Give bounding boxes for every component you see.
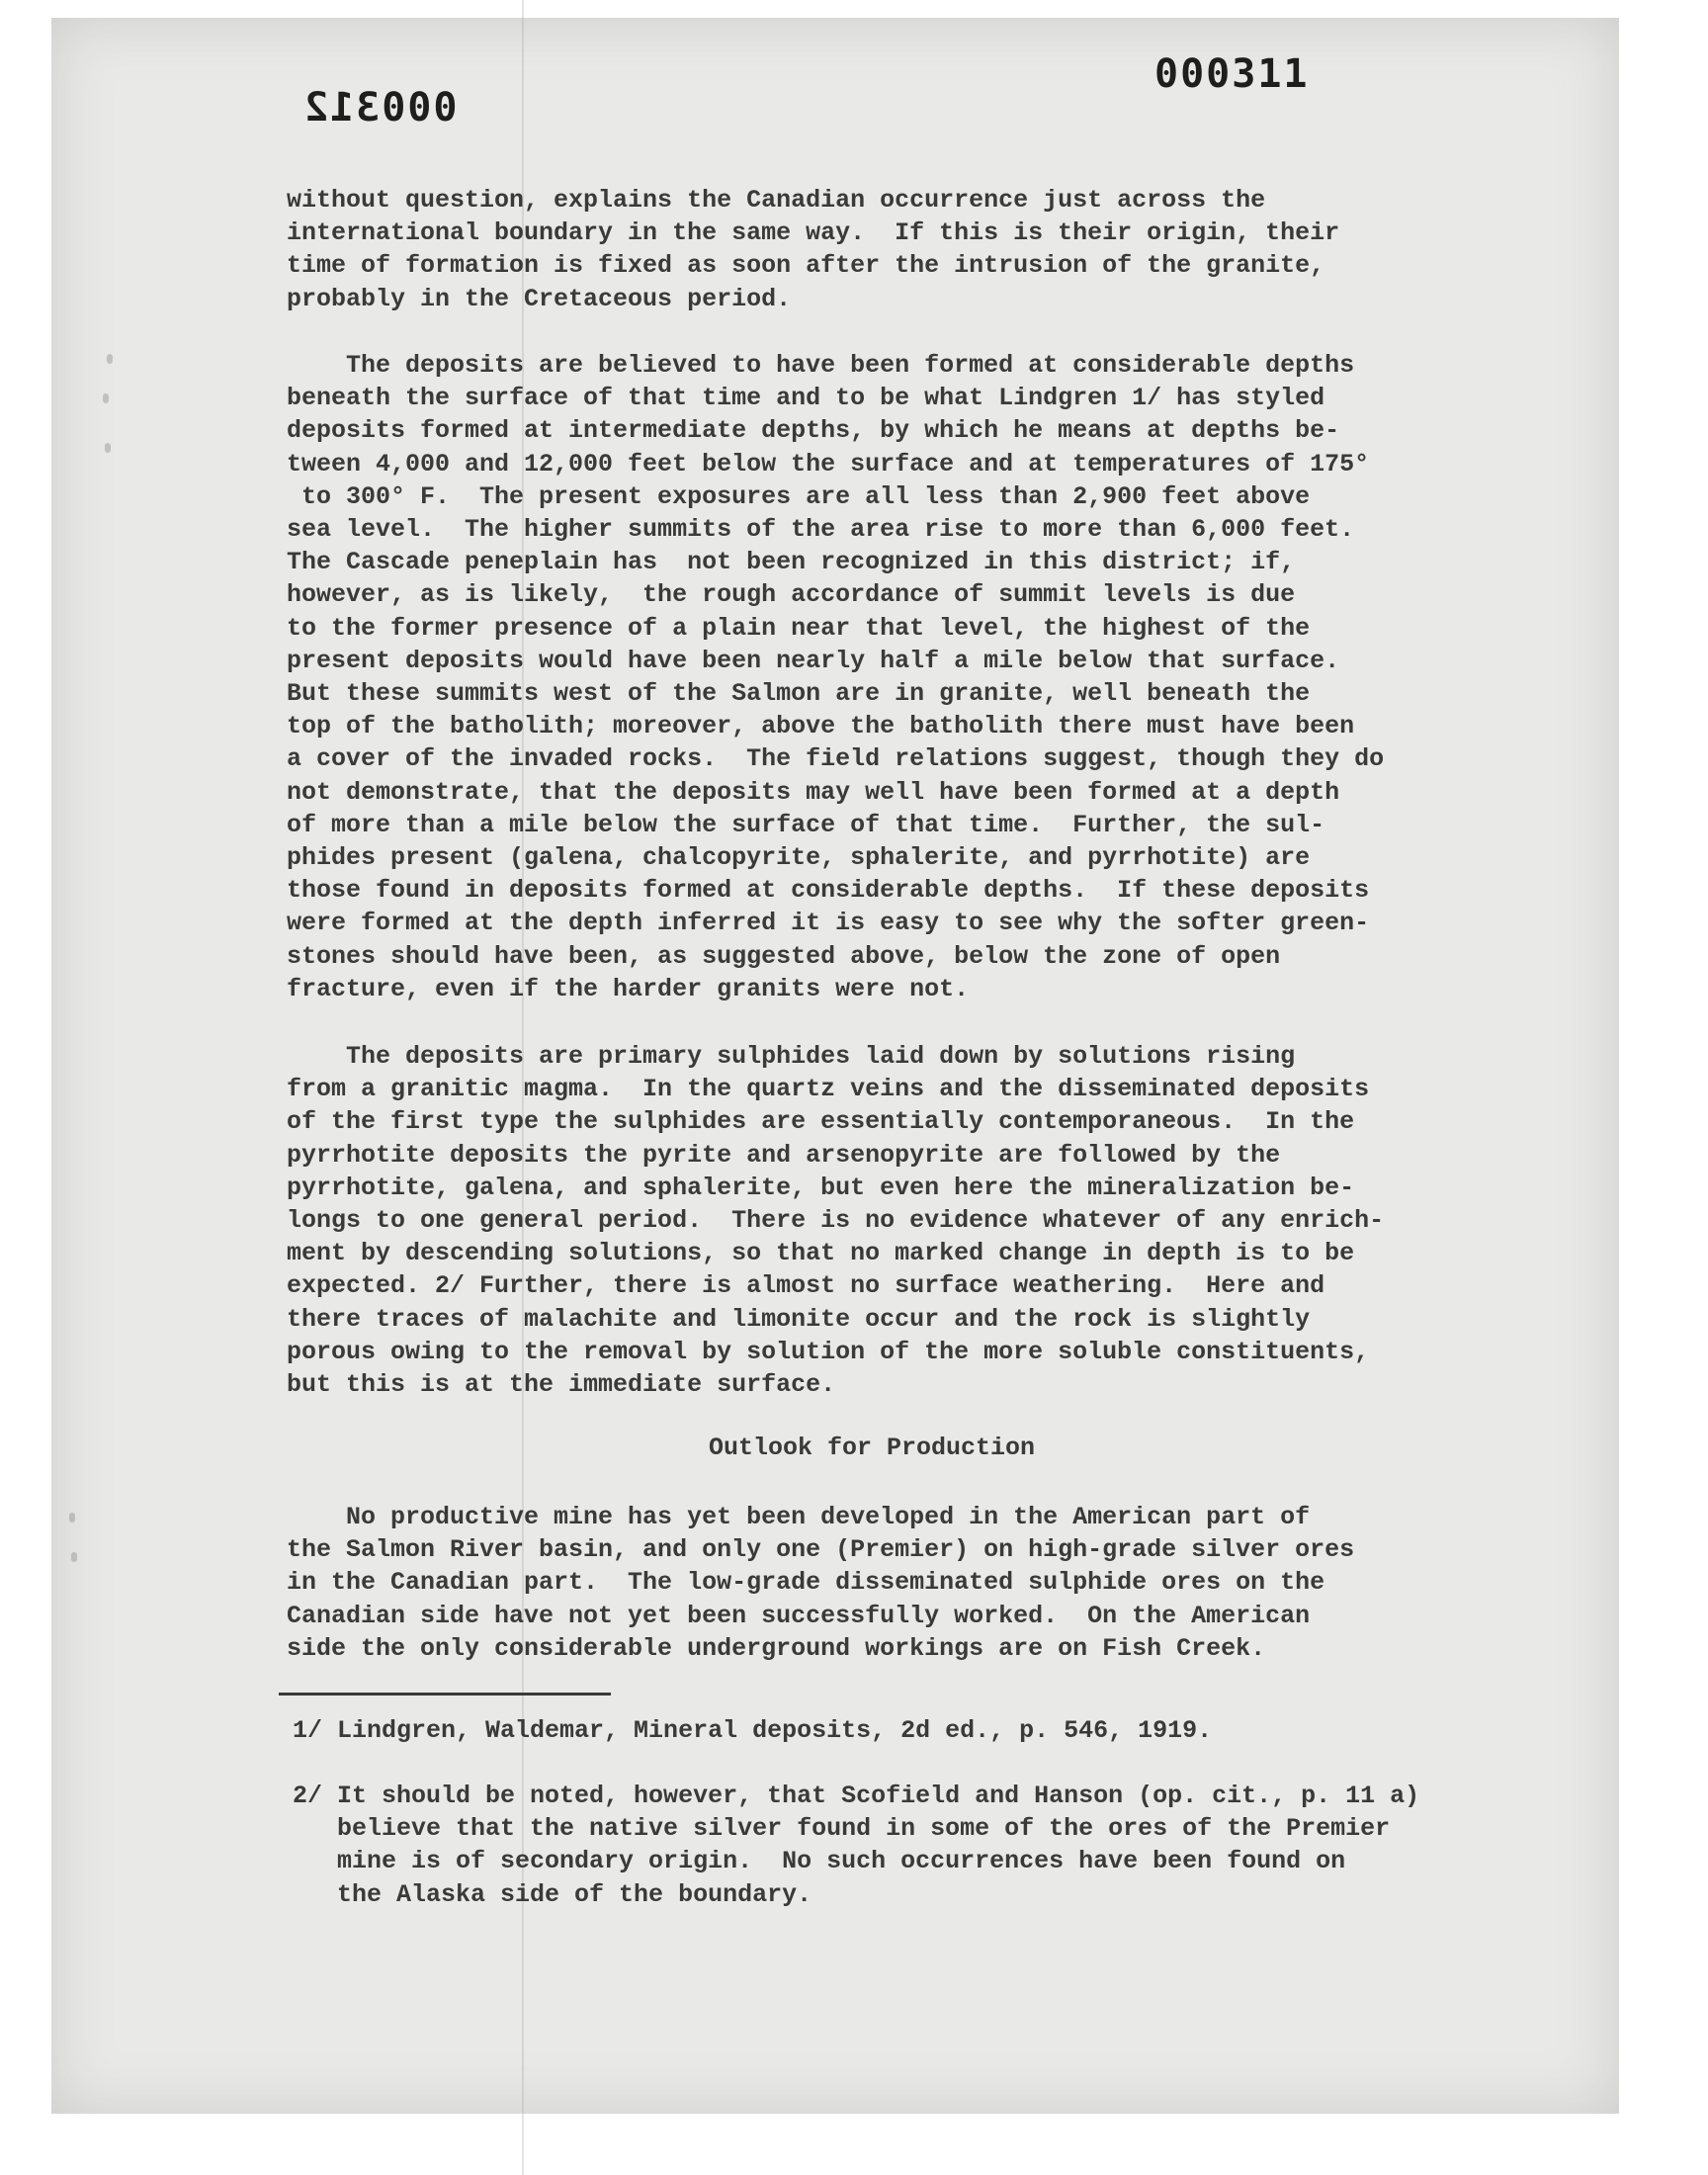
scan-mark xyxy=(69,1513,75,1522)
scan-mark xyxy=(105,443,111,453)
footnote-2: 2/ It should be noted, however, that Scofield and Hanson (op. cit., p. 11 a) believe that the native silver found in some of the ores of the Premier mine is of secondary origin. No such occurrences have been found on the Alaska side of the boundary. xyxy=(293,1782,1420,1909)
footnote-1: 1/ Lindgren, Waldemar, Mineral deposits, 2d ed., p. 546, 1919. xyxy=(293,1716,1213,1745)
footnote-divider xyxy=(279,1693,611,1696)
scan-margin xyxy=(0,2114,1708,2175)
paragraph-1: without question, explains the Canadian occurrence just across the international boundary in the same way. If this is their origin, their time of formation is fixed as soon after the intrusion of the granite, probably in the Cretaceous period. xyxy=(287,186,1340,313)
scan-mark xyxy=(107,354,113,364)
page-number-stamp: 000311 xyxy=(1154,51,1310,97)
paragraph-2: The deposits are believed to have been formed at considerable depths beneath the surface of that time and to be what Lindgren 1/ has styled deposits formed at intermediate depths, by which he means at depths be- tween 4,000 and 12,000 feet below the surface and at temperatures of 175° to 300° F. The present exposures are all less than 2,900 feet above sea level. The higher summits of the area rise to more than 6,000 feet. The Cascade peneplain has not been recognized in this district; if, however, as is likely, the rough accordance of summit levels is due to the former presence of a plain near that level, the highest of the present deposits would have been nearly half a mile below that surface. But these summits west of the Salmon are in granite, well beneath the top of the batholith; moreover, above the batholith there must have been a cover of the invaded rocks. The field relations suggest, though they do not demonstrate, that the deposits may well have been formed at a depth of more than a mile below the surface of that time. Further, the sul- phides present (galena, chalcopyrite, sphalerite, and pyrrhotite) are those found in deposits formed at considerable depths. If these deposits were formed at the depth inferred it is easy to see why the softer green- stones should have been, as suggested above, below the zone of open fracture, even if the harder granits were not. xyxy=(287,351,1385,1003)
paragraph-3: The deposits are primary sulphides laid down by solutions rising from a granitic magma. In the quartz veins and the disseminated deposits of the first type the sulphides are essentially contemporaneous. In the pyrrhotite deposits the pyrite and arsenopyrite are followed by the pyrrhotite, galena, and sphalerite, but even here the mineralization be- longs to one general period. There is no evidence whatever of any enrich- ment by descending solutions, so that no marked change in depth is to be expected. 2/ Further, there is almost no surface weathering. Here and there traces of malachite and limonite occur and the rock is slightly porous owing to the removal by solution of the more soluble constituents, but this is at the immediate surface. xyxy=(287,1042,1385,1400)
scan-mark xyxy=(71,1552,77,1562)
section-heading: Outlook for Production xyxy=(709,1434,1036,1462)
paragraph-4: No productive mine has yet been developed in the American part of the Salmon River basin, and only one (Premier) on high-grade silver ores in the Canadian part. The low-grade disseminated sulphide ores on the Canadian side have not yet been successfully worked. On the American side the only considerable underground workings are on Fish Creek. xyxy=(287,1503,1355,1663)
mirrored-page-number-stamp: 000312 xyxy=(302,85,458,130)
scan-mark xyxy=(103,393,109,403)
